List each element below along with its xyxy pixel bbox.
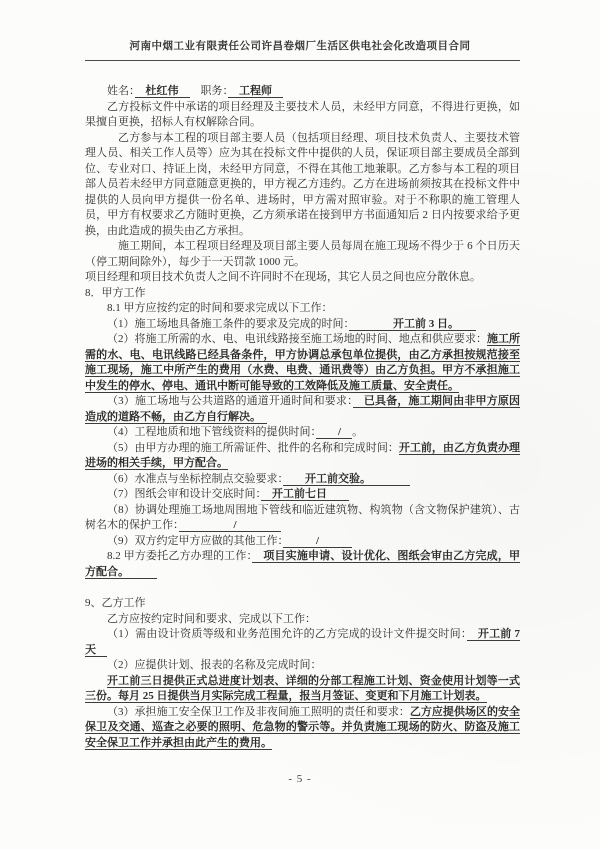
paragraph [85,270,520,286]
paragraph [85,100,520,131]
paragraph [85,441,520,472]
paragraph [85,472,520,488]
paragraph [85,84,520,100]
paragraph-text: （5）由甲方办理的施工所需证件、批件的名称和完成时间： [107,441,399,454]
paragraph-text: （7）图纸会审和设计交底时间： [107,488,261,500]
paragraph [85,394,520,425]
paragraph-text: （2）应提供计划、报表的名称及完成时间： [107,659,322,671]
paragraph [85,596,520,612]
paragraph-text: （8）协调处理施工场地周围地下管线和临近建筑物、构筑物（含文物保护建筑）、古树名木的保护工作： [85,503,520,531]
paragraph-text: 8.1 甲方应按约定的时间和要求完成以下工作： [107,302,333,314]
paragraph-text: （2）将施工所需的水、电、电讯线路接至施工场地的时间、地点和供应要求： [107,333,487,345]
paragraph-text: （1）施工场地具备施工条件的要求及完成的时间： [107,317,349,330]
paragraph [85,487,520,503]
filled-blank-text: 开工前 7 天 [85,628,521,656]
paragraph [85,534,520,550]
filled-blank-text: 开工前 3 日。 [349,317,476,330]
paragraph-text: 9、乙方工作 [85,597,146,609]
filled-blank-text: 开工前七日 [261,488,349,500]
paragraph [85,503,520,534]
paragraph [85,549,520,580]
paragraph [85,612,520,628]
header-divider [85,60,520,61]
paragraph-text: 施工期间，本工程项目经理及项目部主要人员每周在施工现场不得少于 6 个日历天（停工期间除外），每少于一天罚款 1000 元。 [85,240,520,268]
paragraph [85,239,520,270]
paragraph-text: 乙方投标文件中承诺的项目经理及主要技术人员，未经甲方同意，不得进行更换，如果擅自更换，招标人有权解除合同。 [85,100,520,128]
paragraph [85,317,520,333]
filled-blank-text: 开工前交验。 [283,472,410,485]
filled-blank-text: 乙方应提供场区的安全保卫及交通、巡查之必要的照明、危急物的警示等。并负责施工现场的防火、防盗及施工安全保卫工作并承担由此产生的费用。 [85,705,521,749]
page-number: - 5 - [288,773,312,785]
paragraph-text: 。 [352,426,364,438]
paragraph-text: 乙方应按约定时间和要求、完成以下工作： [107,612,316,625]
paragraph [85,131,520,240]
paragraph-text: 8.2 甲方委托乙方办理的工作： [107,550,253,562]
document-body [85,84,520,751]
paragraph [85,332,520,394]
paragraph-text: 项目经理和项目技术负责人之间不许同时不在现场，其它人员之间也应分散休息。 [85,271,481,283]
filled-blank-text: 施工所需的水、电、电讯线路已经具备条件，甲方协调总承包单位提供，由乙方承担按规范接至施工现场，施工中所产生的费用（水费、电费、通讯费等）由乙方负担。甲方不承担施工中发生的停水、停电、通讯中断可能导致的工效降低及施工质量、安全责任。 [85,333,521,392]
filled-blank-text: / [283,534,353,547]
filled-blank-text: / [178,519,281,531]
filled-blank-text: 已具备，施工期间由非甲方原因造成的道路不畅，由乙方自行解决。 [85,395,521,423]
paragraph-text: （3）施工场地与公共道路的通道开通时间和要求： [107,395,353,407]
paragraph-text: 职务： [189,85,228,97]
paragraph-text: （1）需由设计资质等级和业务范围允许的乙方完成的设计文件提交时间： [107,628,467,640]
filled-blank-text: 开工前，由乙方负责办理进场的相关手续，甲方配合。 [85,441,521,469]
paragraph-text: 乙方参与本工程的项目部主要人员（包括项目经理、项目技术负责人、主要技术管理人员、相关工作人员等）应为其在投标文件中提供的人员，保证项目部主要成员全部到位、专业对口、持证上岗，未经甲方同意，不得在其他工地兼职。乙方参与本工程的项目部人员若未经甲方同意随意更换的，甲方视乙方违约。乙方在进场前须按其在投标文件中提供的人员向甲方提供一份名单、进场时，甲方需对照审验。对于不称职的施工管理人员，甲方有权要求乙方随时更换，乙方须承诺在接到甲方书面通知后 2 日内按要求给予更换，由此造成的损失由乙方承担。 [85,131,520,237]
paragraph [85,674,520,705]
paragraph [85,658,520,674]
filled-blank-text: 开工前三日提供正式总进度计划表、详细的分部工程施工计划、资金使用计划等一式三份。每月 25 日提供当月实际完成工程量，报当月签证、变更和下月施工计划表。 [85,674,520,702]
paragraph-text: 姓名： [107,85,135,97]
paragraph-text: （6）水准点与坐标控制点交验要求： [107,472,283,485]
paragraph-text: （9）双方约定甲方应做的其他工作： [107,534,283,547]
paragraph [85,286,520,302]
paragraph [85,705,520,752]
filled-blank-text: / [316,426,353,438]
paragraph-text: （4）工程地质和地下管线资料的提供时间： [107,426,316,438]
paragraph [85,425,520,441]
paragraph [85,301,520,317]
document-header-title: 河南中烟工业有限责任公司许昌卷烟厂生活区供电社会化改造项目合同 [129,41,471,52]
filled-blank-text: 项目实施申请、设计优化、图纸会审由乙方完成，甲方配合。 [85,550,521,578]
paragraph-text: （3）承担施工安全保卫工作及非夜间施工照明的责任和要求： [107,705,410,718]
paragraph [85,627,520,658]
filled-blank-text: 工程师 [228,85,283,97]
paragraph-text: 8．甲方工作 [85,286,146,299]
filled-blank-text: 杜红伟 [134,85,190,97]
